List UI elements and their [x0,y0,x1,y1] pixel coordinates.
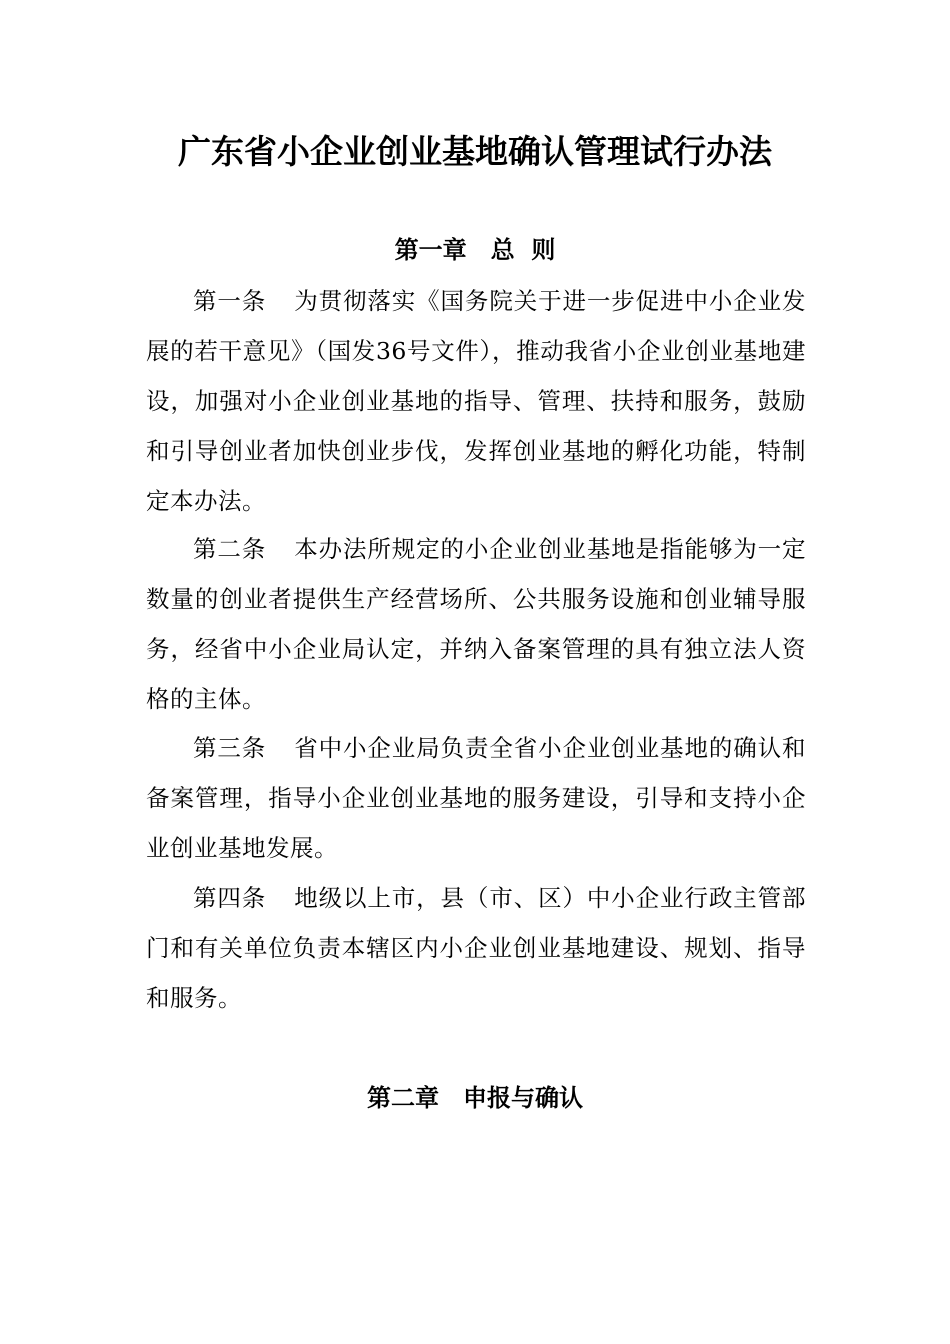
document-title: 广东省小企业创业基地确认管理试行办法 [178,132,772,171]
article-text: 省中小企业局负责全省小企业创业基地的确认和备案管理，指导小企业创业基地的服务建设，引导和支持小企业创业基地发展。 [146,734,807,862]
article-3 [146,723,806,873]
article-text: 为贯彻落实《国务院关于进一步促进中小企业发展的若干意见》（国发36号文件），推动我省小企业创业基地建设，加强对小企业创业基地的指导、管理、扶持和服务，鼓励和引导创业者加快创业步伐，发挥创业基地的孵化功能，特制定本办法。 [146,287,807,515]
article-4 [146,873,806,1023]
article-number: 第一条 [193,287,267,315]
article-number: 第四条 [193,884,267,912]
article-number: 第二条 [193,535,267,563]
chapter-heading-1: 第一章 总 则 [394,236,556,264]
article-1 [146,276,806,526]
article-text: 地级以上市，县（市、区）中小企业行政主管部门和有关单位负责本辖区内小企业创业基地建设、规划、指导和服务。 [146,884,807,1012]
article-text: 本办法所规定的小企业创业基地是指能够为一定数量的创业者提供生产经营场所、公共服务设施和创业辅导服务，经省中小企业局认定，并纳入备案管理的具有独立法人资格的主体。 [146,535,807,713]
article-number: 第三条 [193,734,267,762]
chapter-heading-2: 第二章 申报与确认 [367,1084,583,1112]
article-2 [146,524,806,724]
